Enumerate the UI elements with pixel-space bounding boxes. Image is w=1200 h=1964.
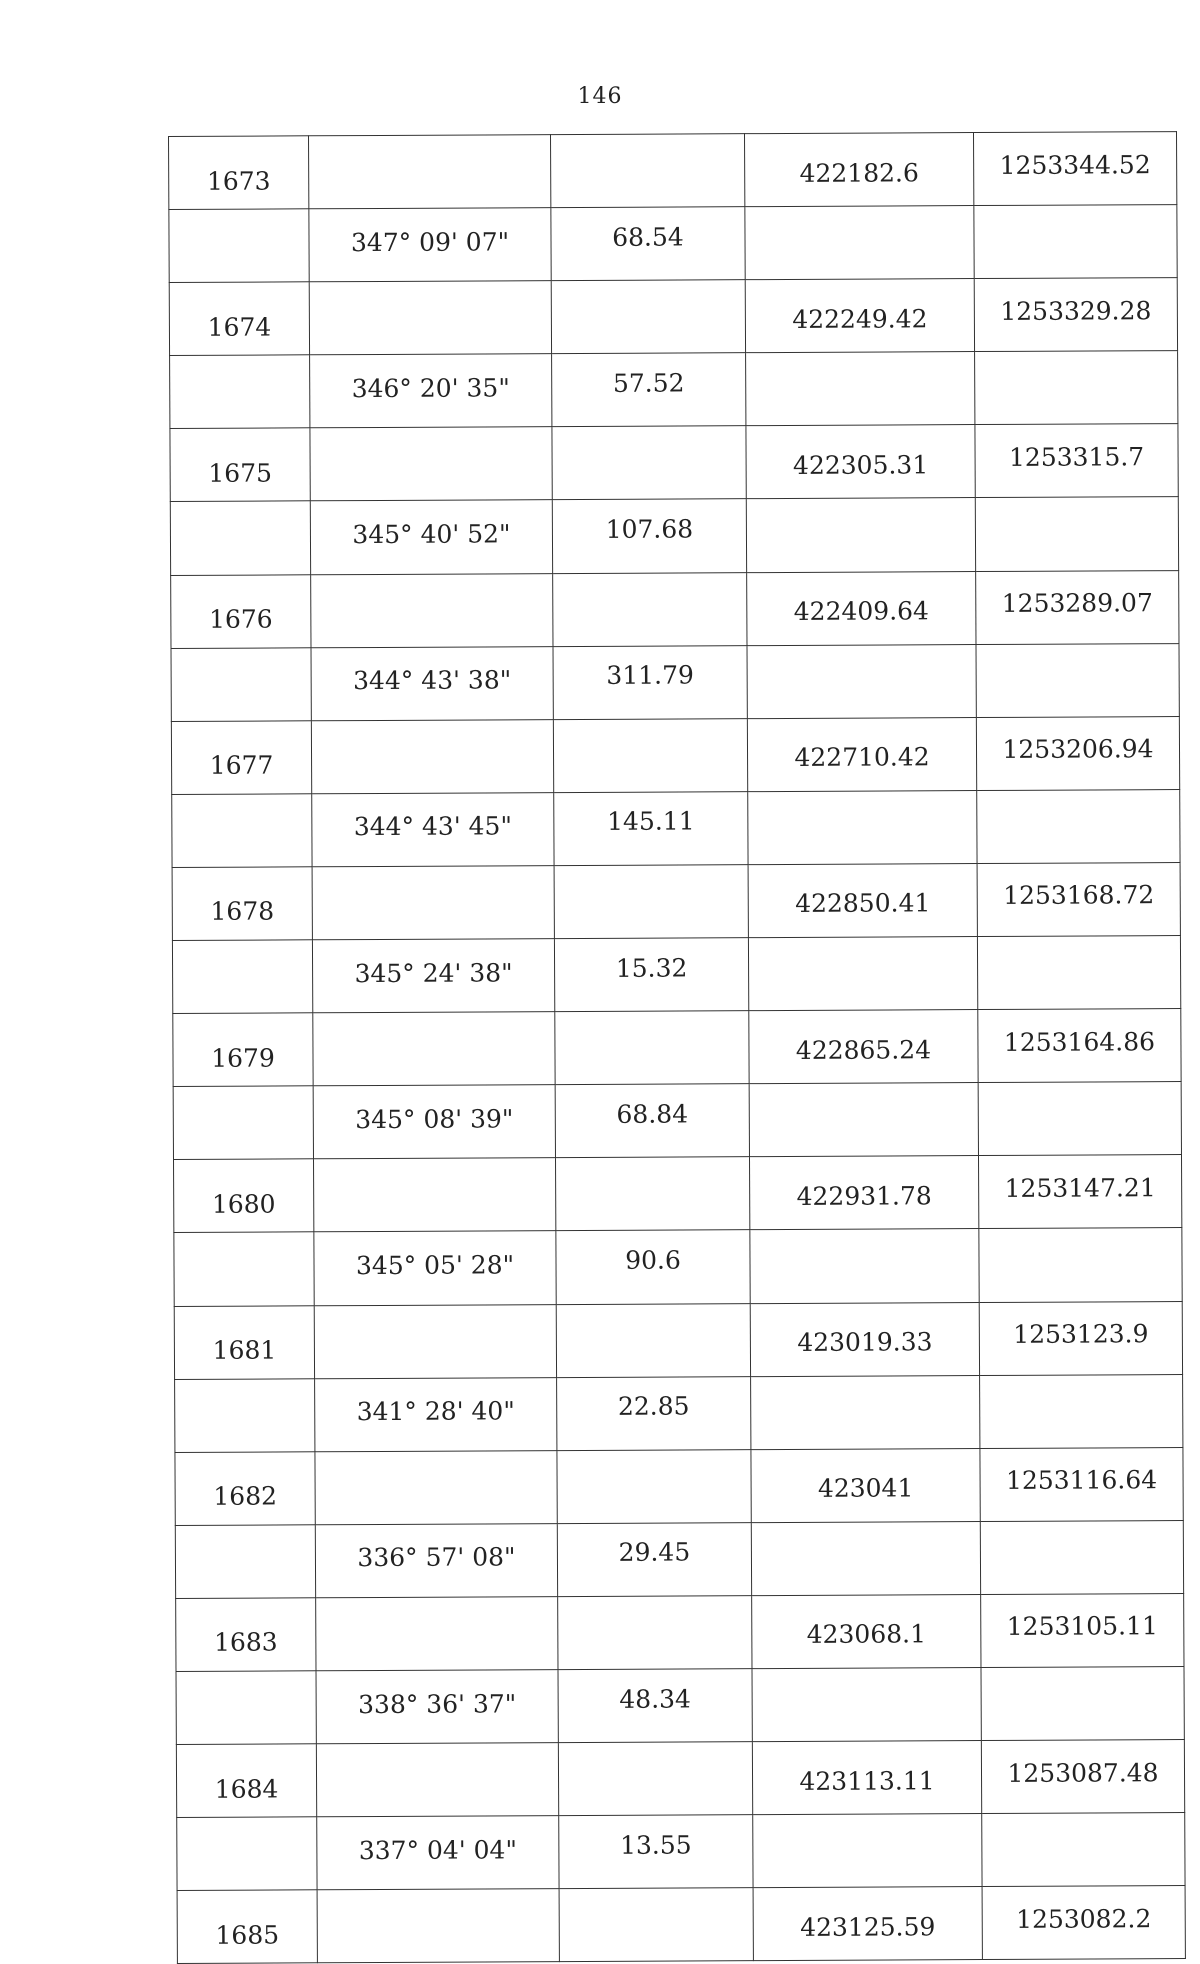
north-coordinate-cell — [749, 1083, 978, 1157]
point-row — [171, 570, 1179, 648]
bearing-cell: 337° 04' 04" — [317, 1816, 559, 1890]
bearing-cell — [311, 573, 553, 647]
leg-row — [176, 1667, 1184, 1745]
north-coordinate-cell — [747, 644, 976, 718]
point-row — [177, 1886, 1185, 1964]
distance-cell — [550, 134, 744, 208]
point-id-cell: 1685 — [177, 1890, 317, 1964]
north-coordinate-cell: 422931.78 — [749, 1156, 978, 1230]
point-id-cell — [171, 647, 311, 721]
point-row — [170, 424, 1178, 502]
north-coordinate-cell: 423068.1 — [752, 1594, 981, 1668]
east-coordinate-cell — [980, 1374, 1183, 1448]
north-coordinate-cell — [750, 1229, 979, 1303]
distance-cell — [556, 1303, 750, 1377]
north-coordinate-cell — [748, 937, 977, 1011]
point-id-cell: 1683 — [176, 1598, 316, 1672]
north-coordinate-cell — [752, 1668, 981, 1742]
distance-cell — [558, 1742, 752, 1816]
point-id-cell: 1679 — [173, 1013, 313, 1087]
point-id-cell — [173, 1086, 313, 1160]
north-coordinate-cell: 422710.42 — [747, 717, 976, 791]
survey-table-wrapper — [168, 131, 1185, 1964]
north-coordinate-cell — [748, 790, 977, 864]
point-row — [173, 1009, 1181, 1087]
point-id-cell: 1673 — [169, 136, 309, 210]
bearing-cell: 341° 28' 40" — [315, 1377, 557, 1451]
bearing-cell — [312, 866, 554, 940]
bearing-cell: 338° 36' 37" — [316, 1670, 558, 1744]
point-row — [176, 1740, 1184, 1818]
distance-cell: 145.11 — [554, 792, 748, 866]
north-coordinate-cell: 423019.33 — [750, 1302, 979, 1376]
distance-cell — [555, 1157, 749, 1231]
east-coordinate-cell: 1253116.64 — [980, 1447, 1183, 1521]
east-coordinate-cell — [975, 351, 1178, 425]
north-coordinate-cell: 422305.31 — [746, 425, 975, 499]
leg-row — [170, 351, 1178, 429]
north-coordinate-cell — [751, 1521, 980, 1595]
point-row — [169, 132, 1177, 210]
north-coordinate-cell — [745, 206, 974, 280]
bearing-cell — [314, 1304, 556, 1378]
leg-row — [174, 1228, 1182, 1306]
table-body — [169, 132, 1186, 1964]
bearing-cell — [314, 1158, 556, 1232]
leg-row — [173, 1082, 1181, 1160]
leg-row — [170, 497, 1178, 575]
east-coordinate-cell — [979, 1228, 1182, 1302]
point-id-cell: 1680 — [174, 1159, 314, 1233]
bearing-cell: 345° 24' 38" — [312, 939, 554, 1013]
point-row — [169, 278, 1177, 356]
point-row — [174, 1301, 1182, 1379]
point-id-cell — [174, 1232, 314, 1306]
bearing-cell: 344° 43' 45" — [312, 792, 554, 866]
distance-cell: 48.34 — [558, 1669, 752, 1743]
north-coordinate-cell: 423041 — [751, 1448, 980, 1522]
east-coordinate-cell — [976, 643, 1179, 717]
bearing-cell — [317, 1889, 559, 1963]
bearing-cell — [315, 1450, 557, 1524]
east-coordinate-cell: 1253164.86 — [978, 1009, 1181, 1083]
bearing-cell: 346° 20' 35" — [310, 354, 552, 428]
point-id-cell: 1684 — [176, 1744, 316, 1818]
point-id-cell — [172, 940, 312, 1014]
east-coordinate-cell: 1253087.48 — [981, 1740, 1184, 1814]
distance-cell — [555, 1011, 749, 1085]
bearing-cell: 336° 57' 08" — [315, 1523, 557, 1597]
point-row — [176, 1593, 1184, 1671]
north-coordinate-cell: 422249.42 — [745, 279, 974, 353]
bearing-cell — [313, 1012, 555, 1086]
distance-cell: 22.85 — [557, 1376, 751, 1450]
bearing-cell: 345° 08' 39" — [313, 1085, 555, 1159]
distance-cell: 107.68 — [552, 499, 746, 573]
point-id-cell — [169, 209, 309, 283]
east-coordinate-cell — [974, 205, 1177, 279]
distance-cell: 68.54 — [551, 207, 745, 281]
distance-cell: 90.6 — [556, 1230, 750, 1304]
north-coordinate-cell: 422182.6 — [744, 133, 973, 207]
east-coordinate-cell — [978, 1082, 1181, 1156]
distance-cell — [557, 1449, 751, 1523]
point-id-cell: 1677 — [171, 721, 311, 795]
east-coordinate-cell: 1253315.7 — [975, 424, 1178, 498]
distance-cell — [558, 1596, 752, 1670]
north-coordinate-cell — [746, 352, 975, 426]
east-coordinate-cell: 1253105.11 — [981, 1593, 1184, 1667]
bearing-cell — [309, 281, 551, 355]
leg-row — [175, 1374, 1183, 1452]
east-coordinate-cell: 1253168.72 — [977, 863, 1180, 937]
bearing-cell: 347° 09' 07" — [309, 208, 551, 282]
point-id-cell: 1682 — [175, 1451, 315, 1525]
leg-row — [172, 936, 1180, 1014]
east-coordinate-cell: 1253289.07 — [976, 570, 1179, 644]
leg-row — [175, 1520, 1183, 1598]
north-coordinate-cell — [753, 1814, 982, 1888]
point-id-cell — [170, 501, 310, 575]
distance-cell — [553, 572, 747, 646]
distance-cell — [552, 426, 746, 500]
north-coordinate-cell: 422850.41 — [748, 863, 977, 937]
north-coordinate-cell — [751, 1375, 980, 1449]
north-coordinate-cell: 422409.64 — [747, 571, 976, 645]
point-row — [174, 1155, 1182, 1233]
point-id-cell — [177, 1817, 317, 1891]
point-id-cell: 1674 — [169, 282, 309, 356]
point-id-cell: 1678 — [172, 867, 312, 941]
bearing-cell — [311, 719, 553, 793]
north-coordinate-cell: 422865.24 — [749, 1010, 978, 1084]
distance-cell: 13.55 — [559, 1815, 753, 1889]
north-coordinate-cell: 423125.59 — [753, 1887, 982, 1961]
page-number: 146 — [577, 84, 623, 109]
east-coordinate-cell: 1253344.52 — [973, 132, 1176, 206]
leg-row — [172, 789, 1180, 867]
east-coordinate-cell: 1253082.2 — [982, 1886, 1185, 1960]
distance-cell — [554, 865, 748, 939]
distance-cell: 29.45 — [557, 1522, 751, 1596]
north-coordinate-cell — [746, 498, 975, 572]
distance-cell — [553, 718, 747, 792]
distance-cell: 15.32 — [554, 938, 748, 1012]
point-row — [175, 1447, 1183, 1525]
bearing-cell — [309, 135, 551, 209]
survey-coordinates-table — [168, 131, 1186, 1964]
east-coordinate-cell: 1253329.28 — [974, 278, 1177, 352]
bearing-cell: 345° 40' 52" — [310, 500, 552, 574]
distance-cell: 57.52 — [552, 353, 746, 427]
distance-cell — [551, 280, 745, 354]
bearing-cell: 345° 05' 28" — [314, 1231, 556, 1305]
point-row — [171, 716, 1179, 794]
east-coordinate-cell: 1253147.21 — [978, 1155, 1181, 1229]
distance-cell — [559, 1888, 753, 1962]
point-row — [172, 863, 1180, 941]
point-id-cell — [175, 1525, 315, 1599]
north-coordinate-cell: 423113.11 — [752, 1741, 981, 1815]
point-id-cell: 1676 — [171, 574, 311, 648]
bearing-cell: 344° 43' 38" — [311, 646, 553, 720]
point-id-cell — [170, 355, 310, 429]
leg-row — [171, 643, 1179, 721]
leg-row — [177, 1813, 1185, 1891]
distance-cell: 68.84 — [555, 1084, 749, 1158]
east-coordinate-cell: 1253123.9 — [979, 1301, 1182, 1375]
east-coordinate-cell — [977, 789, 1180, 863]
leg-row — [169, 205, 1177, 283]
bearing-cell — [316, 1743, 558, 1817]
point-id-cell — [175, 1378, 315, 1452]
east-coordinate-cell — [980, 1520, 1183, 1594]
east-coordinate-cell — [982, 1813, 1185, 1887]
distance-cell: 311.79 — [553, 645, 747, 719]
point-id-cell: 1675 — [170, 428, 310, 502]
point-id-cell — [176, 1671, 316, 1745]
east-coordinate-cell: 1253206.94 — [976, 716, 1179, 790]
point-id-cell: 1681 — [174, 1305, 314, 1379]
east-coordinate-cell — [981, 1667, 1184, 1741]
east-coordinate-cell — [977, 936, 1180, 1010]
east-coordinate-cell — [975, 497, 1178, 571]
bearing-cell — [316, 1596, 558, 1670]
bearing-cell — [310, 427, 552, 501]
point-id-cell — [172, 794, 312, 868]
